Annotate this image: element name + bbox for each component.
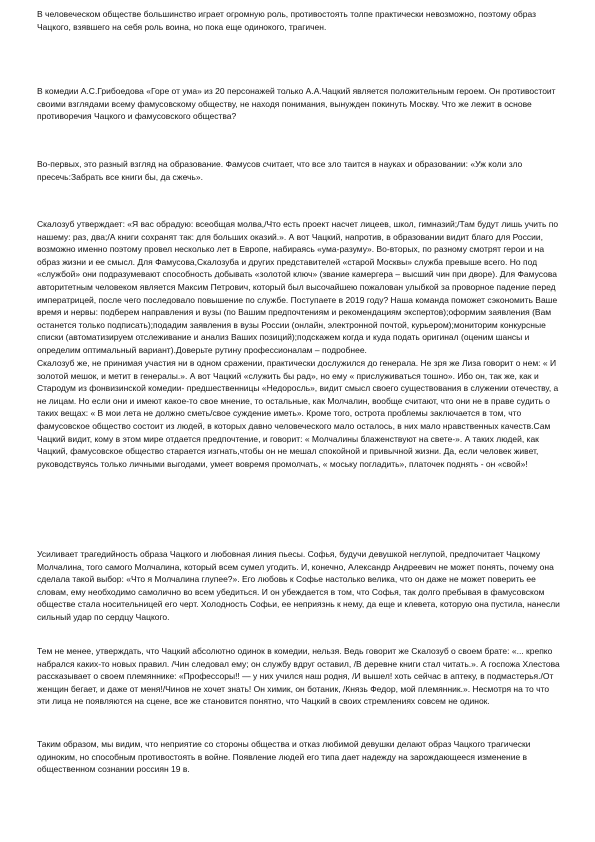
paragraph-conclusion: Таким образом, мы видим, что неприятие со стороны общества и отказ любимой девушки делают образ Чацкого трагически одиноким, но способным противостоять в войне. Появление людей его типа дает надежду на зарождающееся изменение в общественном сознании россиян 19 в. xyxy=(37,739,531,775)
paragraph-skalozub-general: Скалозуб же, не принимая участия ни в одном сражении, практически дослужился до генерала. Не зря же Лиза говорит о нем: « И золотой мешок, и метит в генералы.». А вот Чацкий «служить бы рад», но ему « прислуживаться тошно». Ибо он, так же, как и Стародум из фонвизинской комедии- предшественницы «Недоросль», видит смысл своего существования в служении отечеству, а не лицам. Но если они и имеют какое-то свое мнение, то остальные, как Молчалин, вообще считают, что они не в праве судить о таких вещах: « В мои лета не должно сметь/свое суждение иметь». Кроме того, острота проблемы заключается в том, что фамусовское общество состоит из людей, в которых давно человеческого мало осталось, в них мало нравственных качеств.Сам Чацкий видит, кому в этом мире отдается предпочтение, и говорит: « Молчалины блаженствуют на свете-». А таких людей, как Чацкий, фамусовское общество старается изгнать,чтобы он не мешал спокойной и привычной жизни. Да, если человек живет, руководствуясь только личными выгодами, умеет вовремя промолчать, « моську погладить», платочек поднять - он «свой»! xyxy=(37,358,559,469)
paragraph-education-view: Во-первых, это разный взгляд на образование. Фамусов считает, что все зло таится в науках и образовании: «Уж коли зло пресечь:Забрать все книги бы, да сжечь». xyxy=(37,159,523,182)
paragraph-intro: В человеческом обществе большинство играет огромную роль, противостоять толпе практически невозможно, поэтому образ Чацкого, взявшего на себя роль воина, но пока еще одинокого, трагичен. xyxy=(37,9,537,32)
paragraph-skalozub-service: Скалозуб утверждает: «Я вас обрадую: всеобщая молва,/Что есть проект насчет лицеев, школ, гимназий;/Там будут лишь учить по нашему: раз, два;/А книги сохранят так: для больших оказий.». А вот Чацкий, напротив, в образовании видит благо для России, возможно именно поэтому провел несколько лет в Европе, набираясь «ума-разуму». Во-вторых, по разному смотрят герои и на образ жизни и ее смысл. Для Фамусова,Скалозуба и других представителей «старой Москвы» служба превыше всего. Но под «службой» они подразумевают способность добывать «золотой ключ» (звание камергера – высший чин при дворе). Для Фамусова авторитетным человеком является Максим Петрович, который был высочайшею пожалован улыбкой за проворное падение перед императрицей, после чего последовало повышение по службе. Поступаете в 2019 году? Наша команда поможет сэкономить Ваше время и нервы: подберем направления и вузы (по Вашим предпочтениям и рекомендациям экспертов);оформим заявления (Вам останется только подписать);подадим заявления в вузы России (онлайн, электронной почтой, курьером);мониторим конкурсные списки (автоматизируем отслеживание и анализ Ваших позиций);подскажем когда и куда подать оригинал (оценим шансы и определим оптимальный вариант).Доверьте рутину профессионалам – подробнее. xyxy=(37,219,559,355)
paragraph-comedy-overview: В комедии А.С.Грибоедова «Горе от ума» из 20 персонажей только А.А.Чацкий является положительным героем. Он противостоит своими взглядами всему фамусовскому обществу, не находя понимания, вынужден покинуть Москву. Что же лежит в основе противоречия Чацкого и фамусовского общества? xyxy=(37,86,556,122)
paragraph-not-alone: Тем не менее, утверждать, что Чацкий абсолютно одинок в комедии, нельзя. Ведь говорит же Скалозуб о своем брате: «... крепко набрался каких-то новых правил. /Чин следовал ему; он службу вдруг оставил, /В деревне книги стал читать.». А госпожа Хлестова рассказывает о своем племяннике: «Профессоры!! — у них учился наш родня, /И вышел! хоть сейчас в аптеку, в подмастерья./От женщин бегает, и даже от меня!/Чинов не хочет знать! Он химик, он ботаник, /Князь Федор, мой племянник.». Несмотря на то что эти лица не появляются на сцене, все же становится понятно, что Чацкий в своих стремлениях совсем не одинок. xyxy=(37,646,560,707)
paragraph-love-line: Усиливает трагедийность образа Чацкого и любовная линия пьесы. Софья, будучи девушкой неглупой, предпочитает Чацкому Молчалина, того самого Молчалина, который всем сумел угодить. И, конечно, Александр Андреевич не может понять, почему она сделала такой выбор: «Что я Молчалина глупее?». Его любовь к Софье настолько велика, что он даже не может поверить ее словам, ему необходимо самолично во всем убедиться. И он убеждается в том, что Софья, так долго пребывая в фамусовском обществе стала носительницей его черт. Холодность Софьи, ее неприязнь к нему, да еще и клевета, которую она пустила, нанесли сильный удар по сердцу Чацкого. xyxy=(37,549,560,622)
